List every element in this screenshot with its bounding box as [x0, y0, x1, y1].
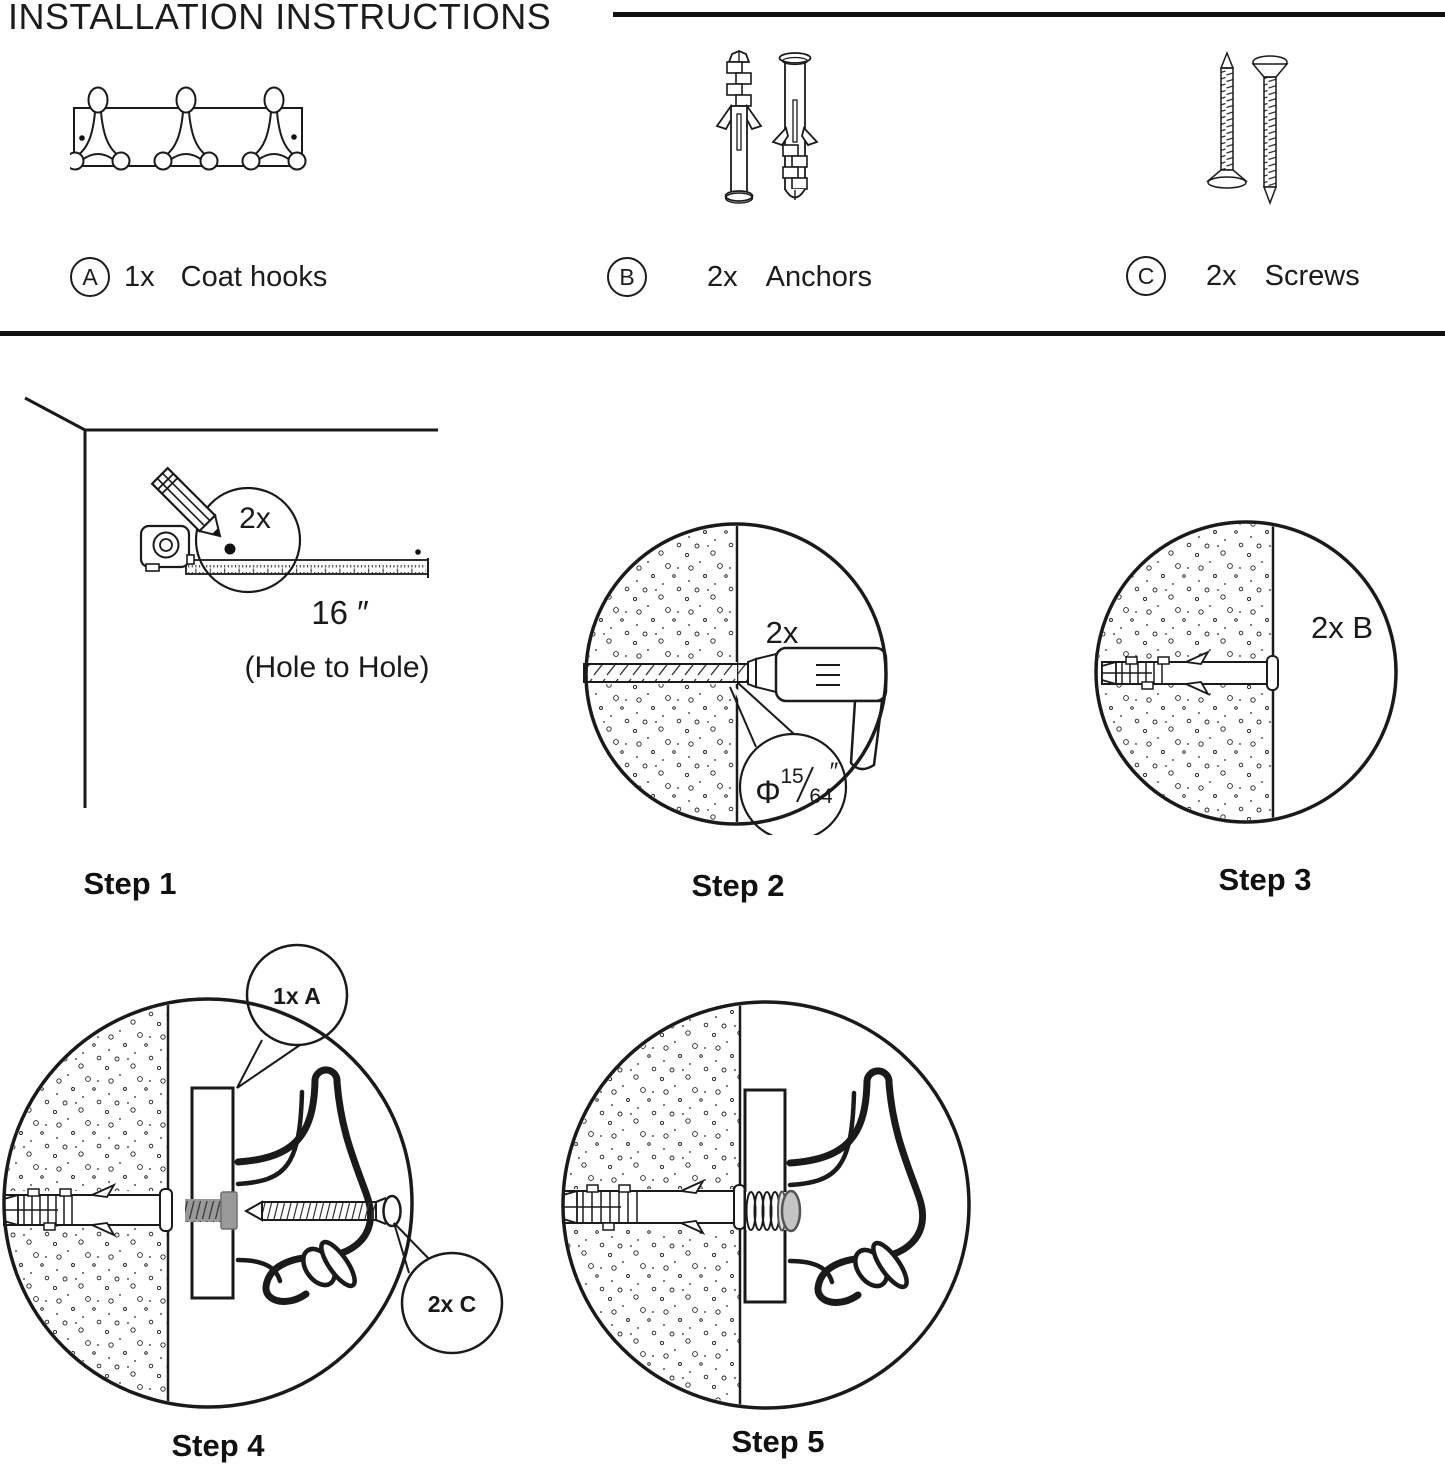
- part-label-anchors: [607, 257, 872, 297]
- coat-hooks-illustration: [70, 72, 310, 177]
- step2-illustration: [580, 515, 895, 835]
- step-label-3: Step 3: [1218, 862, 1312, 897]
- driven-screw: [746, 1191, 800, 1231]
- screw-tip-up: [1208, 53, 1246, 188]
- tape-measure: [141, 526, 194, 571]
- pencil-mark-dot: [225, 544, 236, 555]
- step5-illustration: [555, 995, 975, 1415]
- callout-screw-text: 2x C: [427, 1291, 477, 1317]
- diameter-numerator: 15: [780, 765, 804, 788]
- step-label-2: Step 2: [691, 868, 785, 903]
- ruler-tape: [186, 558, 428, 578]
- part-label-coat-hooks: [70, 257, 327, 297]
- diameter-unit: ″: [829, 758, 839, 785]
- step-label-5: Step 5: [731, 1424, 825, 1459]
- anchors-illustration: [712, 48, 822, 213]
- callout-screw: [394, 1223, 502, 1353]
- second-mark-dot: [415, 549, 421, 555]
- mark-count-text: 2x: [239, 502, 271, 535]
- diameter-symbol: Φ: [755, 774, 781, 810]
- part-label-screws: [1126, 256, 1360, 296]
- anchor-front: [717, 51, 761, 203]
- anchor-profile: [773, 53, 817, 200]
- step1-illustration: [8, 388, 478, 848]
- screw-head-up: [1253, 56, 1287, 203]
- drill-count-text: 2x: [765, 615, 799, 650]
- measurement-text: 16 ″: [311, 594, 369, 631]
- part-name-c: Screws: [1264, 259, 1360, 292]
- part-qty-c: 2x: [1206, 259, 1237, 292]
- diameter-denominator: 64: [809, 785, 833, 808]
- wall-corner: [25, 398, 438, 808]
- step4-illustration: [0, 940, 520, 1420]
- drill-bit: [584, 664, 756, 682]
- title-rule: [613, 12, 1445, 17]
- step-label-1: Step 1: [83, 866, 177, 901]
- part-badge-c: C: [1126, 256, 1166, 296]
- mount-hole-right: [291, 134, 297, 140]
- callout-coat-hook-text: 1x A: [273, 983, 321, 1009]
- screws-illustration: [1198, 50, 1303, 208]
- step-label-4: Step 4: [171, 1428, 265, 1463]
- part-qty-a: 1x: [124, 260, 155, 293]
- page-title: INSTALLATION INSTRUCTIONS: [8, 0, 552, 37]
- part-badge-b: B: [607, 257, 647, 297]
- mount-hole-left: [79, 135, 85, 141]
- part-name-a: Coat hooks: [180, 260, 328, 293]
- step3-illustration: [1090, 515, 1405, 830]
- part-name-b: Anchors: [765, 260, 873, 293]
- measurement-note: (Hole to Hole): [244, 651, 430, 684]
- parts-divider: [0, 331, 1445, 336]
- part-qty-b: 2x: [707, 260, 738, 293]
- anchor-count-text: 2x B: [1310, 610, 1374, 645]
- part-badge-a: A: [70, 257, 110, 297]
